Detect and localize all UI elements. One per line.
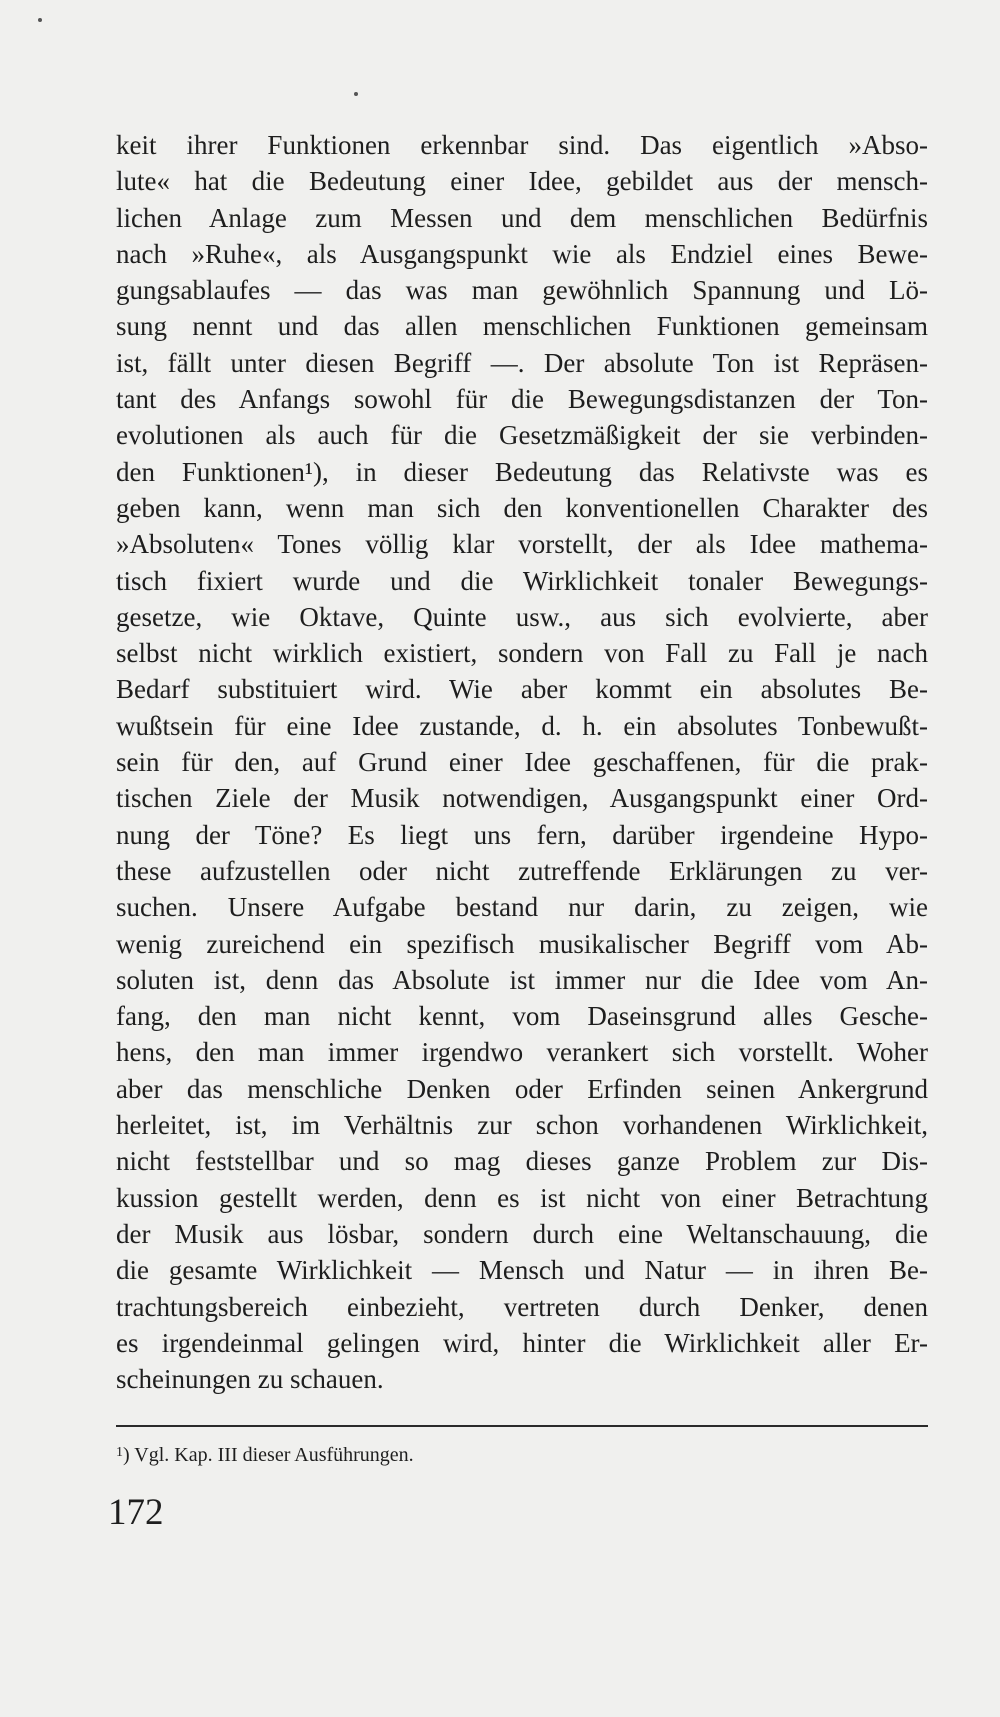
text-line: trachtungsbereich einbezieht, vertreten durch Denker, denen (116, 1291, 928, 1322)
text-line: nach »Ruhe«, als Ausgangspunkt wie als Endziel eines Bewe- (116, 238, 928, 269)
text-line: lichen Anlage zum Messen und dem menschlichen Bedürfnis (116, 202, 928, 233)
print-speck (354, 92, 358, 96)
text-line: den Funktionen¹), in dieser Bedeutung das Relativste was es (116, 456, 928, 487)
text-line: ist, fällt unter diesen Begriff —. Der absolute Ton ist Repräsen- (116, 347, 928, 378)
text-line: suchen. Unsere Aufgabe bestand nur darin, zu zeigen, wie (116, 892, 928, 923)
text-line: these aufzustellen oder nicht zutreffende Erklärungen zu ver- (116, 855, 928, 886)
body-text (116, 127, 928, 1397)
text-line: hens, den man immer irgendwo verankert sich vorstellt. Woher (116, 1037, 928, 1068)
text-line: die gesamte Wirklichkeit — Mensch und Natur — in ihren Be- (116, 1255, 928, 1286)
page-number: 172 (108, 1492, 164, 1533)
text-line: sein für den, auf Grund einer Idee geschaffenen, für die prak- (116, 747, 928, 778)
text-line: herleitet, ist, im Verhältnis zur schon vorhandenen Wirklichkeit, (116, 1110, 928, 1141)
text-line: geben kann, wenn man sich den konventionellen Charakter des (116, 492, 928, 523)
text-line: selbst nicht wirklich existiert, sondern von Fall zu Fall je nach (116, 638, 928, 669)
text-line: wenig zureichend ein spezifisch musikalischer Begriff vom Ab- (116, 928, 928, 959)
text-line: nung der Töne? Es liegt uns fern, darüber irgendeine Hypo- (116, 819, 928, 850)
text-line: scheinungen zu schauen. (116, 1364, 384, 1395)
text-line: sung nennt und das allen menschlichen Funktionen gemeinsam (116, 311, 928, 342)
text-line: aber das menschliche Denken oder Erfinden seinen Ankergrund (116, 1073, 928, 1104)
text-line: soluten ist, denn das Absolute ist immer nur die Idee vom An- (116, 964, 928, 995)
print-speck (38, 18, 42, 22)
footnote (116, 1444, 414, 1467)
text-line: keit ihrer Funktionen erkennbar sind. Das eigentlich »Abso- (116, 130, 928, 160)
text-line: evolutionen als auch für die Gesetzmäßigkeit der sie verbinden- (116, 420, 928, 451)
text-line: gungsablaufes — das was man gewöhnlich Spannung und Lö- (116, 275, 928, 306)
text-line: es irgendeinmal gelingen wird, hinter die Wirklichkeit aller Er- (116, 1327, 928, 1358)
text-line: wußtsein für eine Idee zustande, d. h. ein absolutes Tonbewußt- (116, 710, 928, 741)
text-line: fang, den man nicht kennt, vom Daseinsgrund alles Gesche- (116, 1001, 928, 1032)
text-line: kussion gestellt werden, denn es ist nicht von einer Betrachtung (116, 1182, 928, 1213)
text-line: Bedarf substituiert wird. Wie aber kommt ein absolutes Be- (116, 674, 928, 705)
text-line: tant des Anfangs sowohl für die Bewegungsdistanzen der Ton- (116, 384, 928, 415)
text-line: tisch fixiert wurde und die Wirklichkeit tonaler Bewegungs- (116, 565, 928, 596)
text-line: nicht feststellbar und so mag dieses ganze Problem zur Dis- (116, 1146, 928, 1177)
text-line: tischen Ziele der Musik notwendigen, Ausgangspunkt einer Ord- (116, 783, 928, 814)
text-line: lute« hat die Bedeutung einer Idee, gebildet aus der mensch- (116, 166, 928, 197)
footnote-marker: 1 (116, 1445, 123, 1460)
text-line: »Absoluten« Tones völlig klar vorstellt, der als Idee mathema- (116, 529, 928, 560)
text-line: der Musik aus lösbar, sondern durch eine Weltanschauung, die (116, 1218, 928, 1249)
footnote-text: ) Vgl. Kap. III dieser Ausführungen. (123, 1444, 414, 1466)
footnote-divider (116, 1425, 928, 1427)
text-line: gesetze, wie Oktave, Quinte usw., aus sich evolvierte, aber (116, 601, 928, 632)
